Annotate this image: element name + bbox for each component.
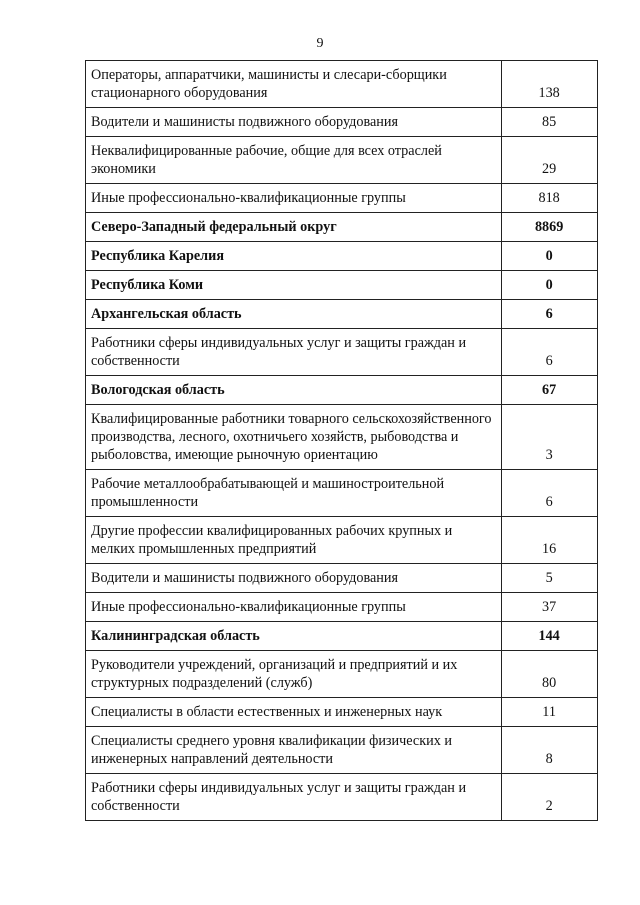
row-value: 0 xyxy=(502,242,598,271)
row-label: Водители и машинисты подвижного оборудования xyxy=(86,108,502,137)
table-row xyxy=(86,329,598,376)
row-label: Иные профессионально-квалификационные группы xyxy=(86,593,502,622)
row-value: 67 xyxy=(502,376,598,405)
row-value: 8 xyxy=(502,727,598,774)
row-label: Рабочие металлообрабатывающей и машиностроительной промышленности xyxy=(86,470,502,517)
row-value: 6 xyxy=(502,470,598,517)
region-row xyxy=(86,622,598,651)
row-value: 3 xyxy=(502,405,598,470)
row-label: Работники сферы индивидуальных услуг и защиты граждан и собственности xyxy=(86,774,502,821)
row-label: Квалифицированные работники товарного сельскохозяйственного производства, лесного, охотничьего хозяйств, рыбоводства и рыболовства, имеющие рыночную ориентацию xyxy=(86,405,502,470)
region-row xyxy=(86,271,598,300)
row-value: 0 xyxy=(502,271,598,300)
row-value: 80 xyxy=(502,651,598,698)
row-value: 37 xyxy=(502,593,598,622)
table-row xyxy=(86,727,598,774)
row-label: Северо-Западный федеральный округ xyxy=(86,213,502,242)
page-number: 9 xyxy=(316,36,324,51)
row-label: Иные профессионально-квалификационные группы xyxy=(86,184,502,213)
table-body xyxy=(86,61,598,821)
table-row xyxy=(86,564,598,593)
row-value: 29 xyxy=(502,137,598,184)
row-label: Неквалифицированные рабочие, общие для всех отраслей экономики xyxy=(86,137,502,184)
row-label: Операторы, аппаратчики, машинисты и слесари-сборщики стационарного оборудования xyxy=(86,61,502,108)
row-label: Республика Коми xyxy=(86,271,502,300)
row-label: Водители и машинисты подвижного оборудования xyxy=(86,564,502,593)
row-value: 6 xyxy=(502,300,598,329)
row-label: Руководители учреждений, организаций и предприятий и их структурных подразделений (служб) xyxy=(86,651,502,698)
table-row xyxy=(86,774,598,821)
row-value: 5 xyxy=(502,564,598,593)
table-row xyxy=(86,517,598,564)
table-row xyxy=(86,698,598,727)
table-row xyxy=(86,593,598,622)
row-label: Работники сферы индивидуальных услуг и защиты граждан и собственности xyxy=(86,329,502,376)
statistics-table xyxy=(85,60,598,821)
row-label: Архангельская область xyxy=(86,300,502,329)
region-row xyxy=(86,213,598,242)
row-label: Специалисты в области естественных и инженерных наук xyxy=(86,698,502,727)
row-value: 2 xyxy=(502,774,598,821)
row-label: Калининградская область xyxy=(86,622,502,651)
row-value: 6 xyxy=(502,329,598,376)
row-value: 818 xyxy=(502,184,598,213)
row-value: 138 xyxy=(502,61,598,108)
table-row xyxy=(86,405,598,470)
table-row xyxy=(86,651,598,698)
row-label: Другие профессии квалифицированных рабочих крупных и мелких промышленных предприятий xyxy=(86,517,502,564)
row-value: 11 xyxy=(502,698,598,727)
row-value: 16 xyxy=(502,517,598,564)
region-row xyxy=(86,300,598,329)
row-label: Республика Карелия xyxy=(86,242,502,271)
row-label: Вологодская область xyxy=(86,376,502,405)
table-row xyxy=(86,184,598,213)
region-row xyxy=(86,242,598,271)
row-value: 144 xyxy=(502,622,598,651)
row-label: Специалисты среднего уровня квалификации физических и инженерных направлений деятельности xyxy=(86,727,502,774)
region-row xyxy=(86,376,598,405)
table-row xyxy=(86,108,598,137)
table-row xyxy=(86,137,598,184)
row-value: 85 xyxy=(502,108,598,137)
row-value: 8869 xyxy=(502,213,598,242)
table-row xyxy=(86,470,598,517)
table-row xyxy=(86,61,598,108)
